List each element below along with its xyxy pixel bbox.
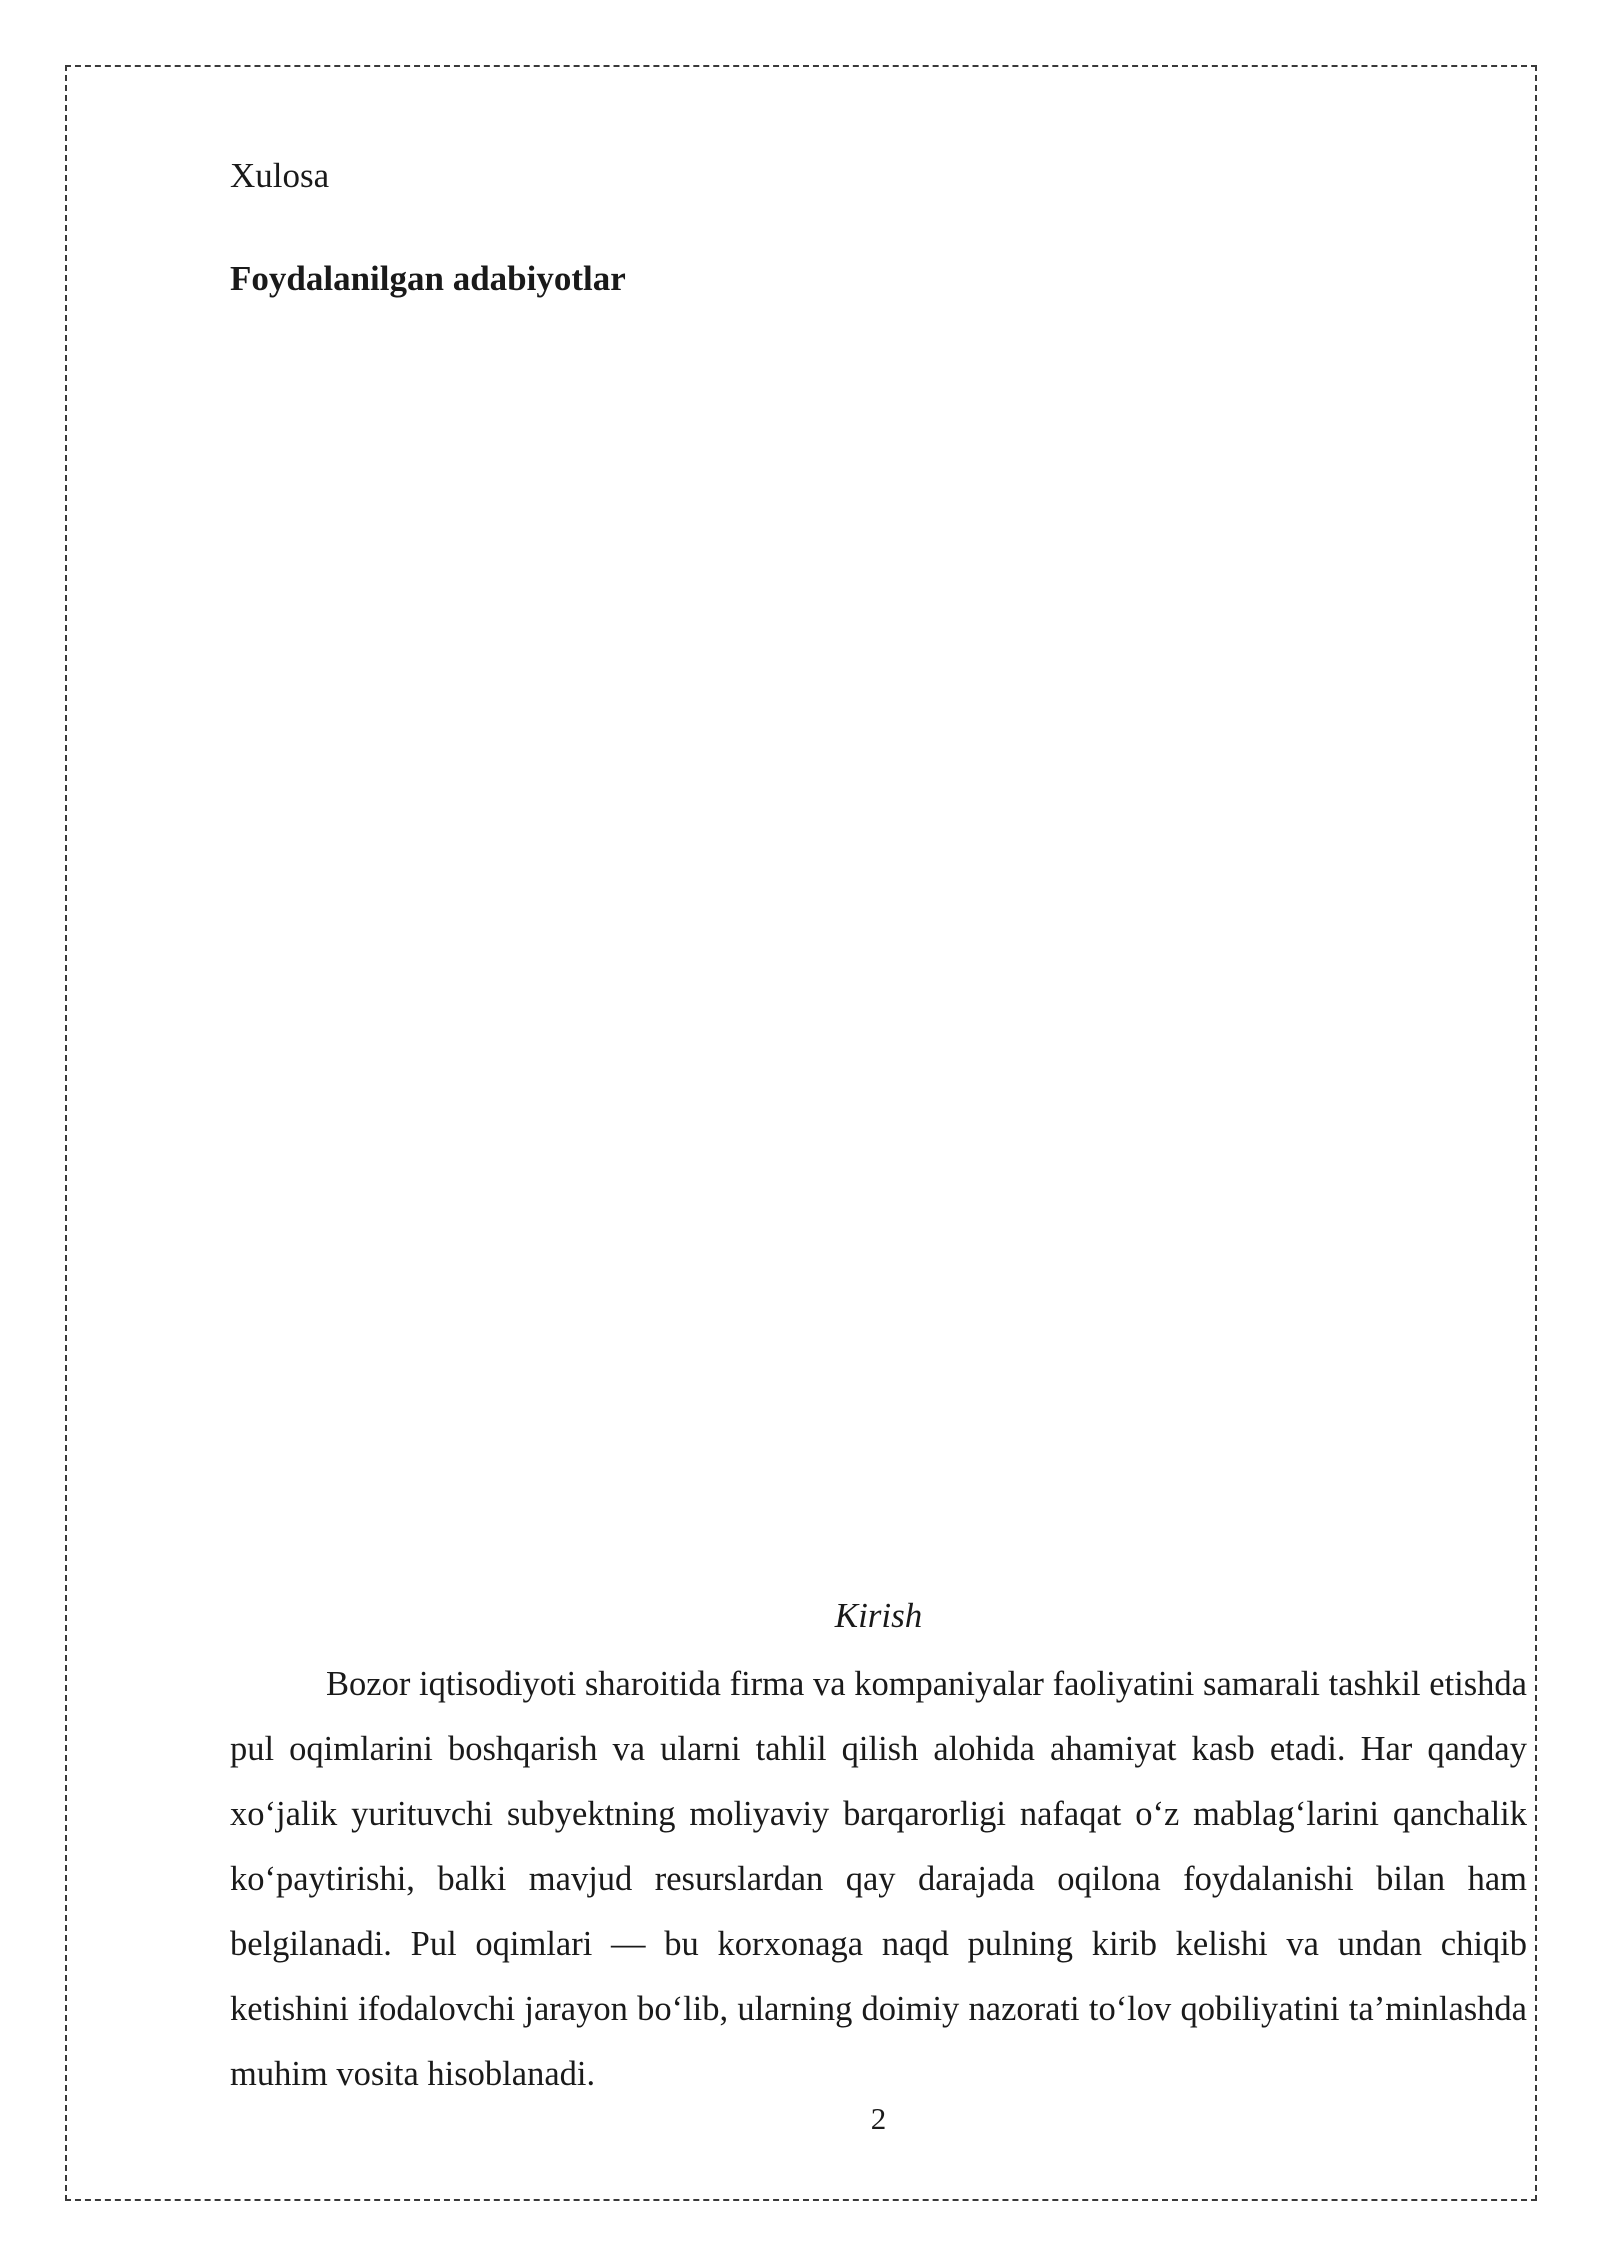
page-number: 2	[870, 2101, 887, 2136]
section-title: Kirish	[834, 1596, 923, 1635]
toc-item-conclusion: Xulosa	[230, 156, 330, 195]
body-paragraph: Bozor iqtisodiyoti sharoitida firma va kompaniyalar faoliyatini samarali tashkil etishda pul oqimlarini boshqarish va ularni tahlil qilish alohida ahamiyat kasb etadi. Har qanday xo‘jalik yurituvchi subyektning moliyaviy barqarorligi nafaqat o‘z mablag‘larini qanchalik ko‘paytirishi, balki mavjud resurslardan qay darajada oqilona foydalanishi bilan ham belgilanadi. Pul oqimlari — bu korxonaga naqd pulning kirib kelishi va undan chiqib ketishini ifodalovchi jarayon bo‘lib, ularning doimiy nazorati to‘lov qobiliyatini ta’minlashda muhim vosita hisoblanadi.	[230, 1665, 1527, 2093]
toc-item-references: Foydalanilgan adabiyotlar	[230, 259, 626, 298]
